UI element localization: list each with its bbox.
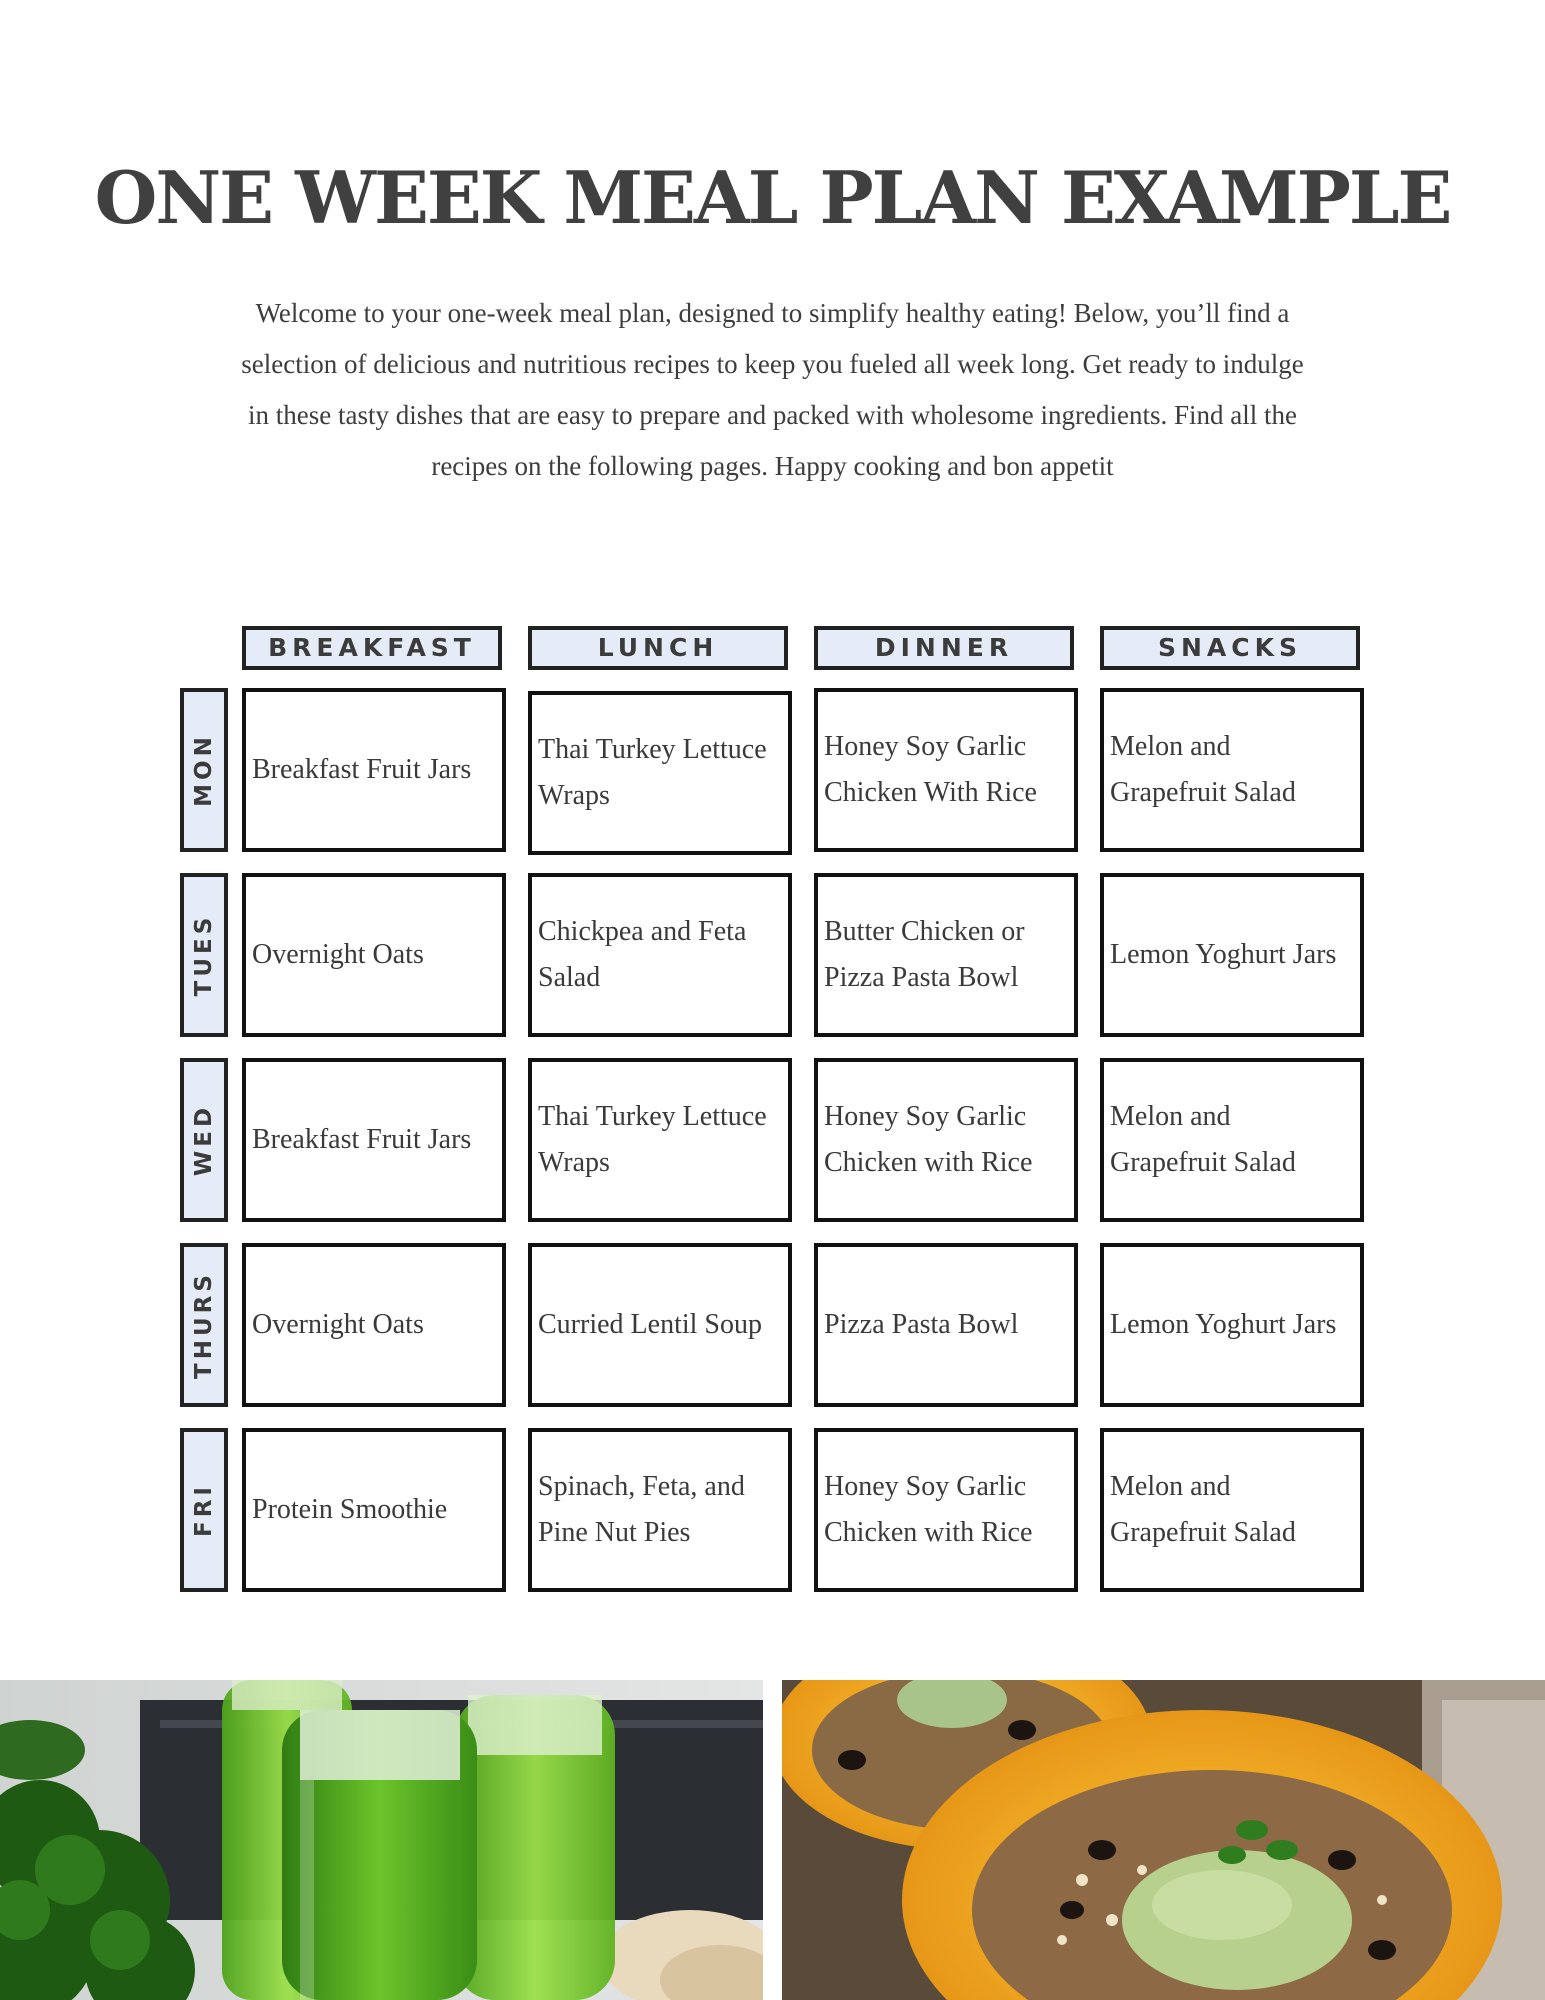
column-header-lunch: LUNCH — [528, 626, 788, 670]
meal-cell-thurs-lunch: Curried Lentil Soup — [528, 1243, 792, 1407]
green-juice-bottles-photo — [0, 1680, 763, 2000]
intro-paragraph: Welcome to your one-week meal plan, designed to simplify healthy eating! Below, you’ll find a selection of delicious and nutritious recipes to keep you fueled all week long. Get ready to indulge in these tasty dishes that are easy to prepare and packed with wholesome ingredients. Find all the recipes on the following pages. Happy cooking and bon appetit — [241, 298, 1304, 481]
day-label-thurs — [180, 1243, 228, 1407]
column-header-snacks: SNACKS — [1100, 626, 1360, 670]
day-label-tues — [180, 873, 228, 1037]
meal-cell-mon-dinner: Honey Soy Garlic Chicken With Rice — [814, 688, 1078, 852]
meal-cell-fri-snacks: Melon and Grapefruit Salad — [1100, 1428, 1364, 1592]
day-label-text: TUES — [191, 913, 217, 997]
meal-cell-thurs-dinner: Pizza Pasta Bowl — [814, 1243, 1078, 1407]
meal-cell-mon-breakfast: Breakfast Fruit Jars — [242, 688, 506, 852]
column-header-breakfast: BREAKFAST — [242, 626, 502, 670]
meal-cell-tues-dinner: Butter Chicken or Pizza Pasta Bowl — [814, 873, 1078, 1037]
day-label-mon — [180, 688, 228, 852]
day-label-wed — [180, 1058, 228, 1222]
meal-cell-wed-lunch: Thai Turkey Lettuce Wraps — [528, 1058, 792, 1222]
day-label-text: FRI — [191, 1483, 217, 1537]
meal-cell-wed-dinner: Honey Soy Garlic Chicken with Rice — [814, 1058, 1078, 1222]
stuffed-peppers-photo — [782, 1680, 1545, 2000]
day-label-text: WED — [191, 1103, 217, 1177]
meal-cell-wed-breakfast: Breakfast Fruit Jars — [242, 1058, 506, 1222]
day-label-text: MON — [191, 733, 217, 807]
meal-cell-tues-breakfast: Overnight Oats — [242, 873, 506, 1037]
meal-cell-thurs-breakfast: Overnight Oats — [242, 1243, 506, 1407]
meal-cell-wed-snacks: Melon and Grapefruit Salad — [1100, 1058, 1364, 1222]
meal-cell-tues-snacks: Lemon Yoghurt Jars — [1100, 873, 1364, 1037]
day-label-fri — [180, 1428, 228, 1592]
meal-cell-fri-breakfast: Protein Smoothie — [242, 1428, 506, 1592]
day-label-text: THURS — [191, 1271, 217, 1379]
column-header-dinner: DINNER — [814, 626, 1074, 670]
page-title: ONE WEEK MEAL PLAN EXAMPLE — [94, 155, 1451, 240]
meal-cell-fri-lunch: Spinach, Feta, and Pine Nut Pies — [528, 1428, 792, 1592]
meal-cell-mon-lunch: Thai Turkey Lettuce Wraps — [528, 691, 792, 855]
meal-cell-fri-dinner: Honey Soy Garlic Chicken with Rice — [814, 1428, 1078, 1592]
meal-cell-thurs-snacks: Lemon Yoghurt Jars — [1100, 1243, 1364, 1407]
meal-cell-mon-snacks: Melon and Grapefruit Salad — [1100, 688, 1364, 852]
meal-cell-tues-lunch: Chickpea and Feta Salad — [528, 873, 792, 1037]
